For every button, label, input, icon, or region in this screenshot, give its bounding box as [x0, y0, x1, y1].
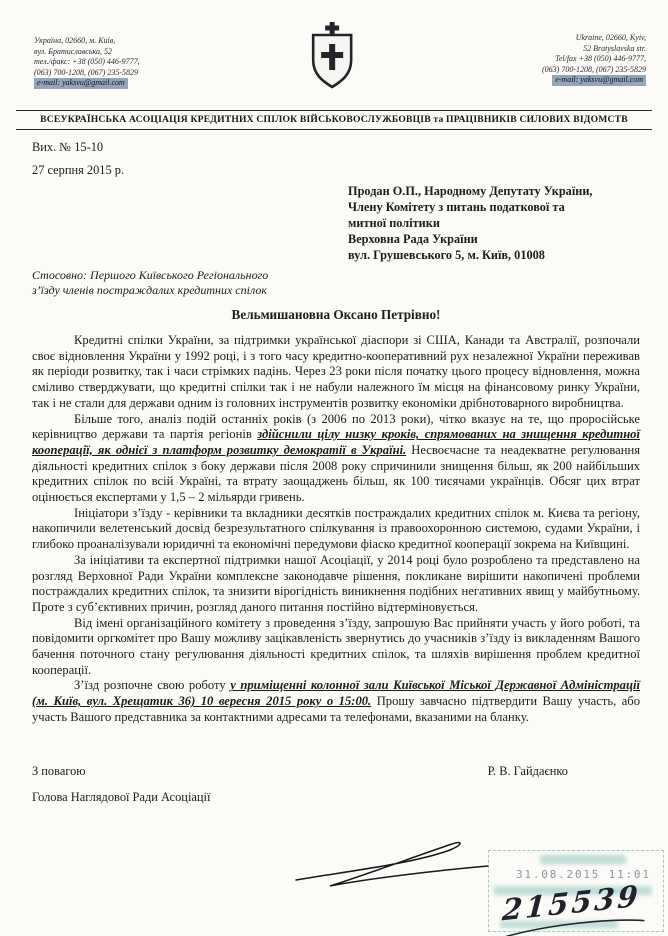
signature-name: Р. В. Гайдаєнко: [487, 763, 568, 778]
subject-line: Стосовно: Першого Київського Регіонального: [32, 268, 269, 282]
contact-line: (063) 700-1208, (067) 235-5829: [34, 67, 138, 77]
paragraph-text: Прошу завчасно підтвердити Вашу участь, або участь Вашого представника за контактними адресами та телефонами, вказаними на бланку.: [32, 694, 640, 724]
stamp-datetime: 31.08.2015 11:01: [516, 868, 651, 881]
salutation: Вельмишановна Оксано Петрівно!: [231, 307, 441, 322]
handwritten-signature-icon: [292, 836, 492, 899]
addressee-line: Члену Комітету з питань податкової та: [348, 200, 565, 214]
contact-line: Ukraine, 02660, Kyiv,: [575, 33, 646, 42]
body-paragraph: За ініціативи та експертної підтримки нашої Асоціації, у 2014 році було розроблено та представлено на розгляд Верховної Ради України комплексне законодавче рішення, покликане вирішити накопичені проблеми постраждалих кредитних спілок, та знизити вірогідність виникнення подібних негативних явищ у майбутньому. Проте з суб’єктивних причин, розгляд даного питання постійно відтерміновується.: [32, 552, 640, 614]
organization-name: ВСЕУКРАЇНСЬКА АСОЦІАЦІЯ КРЕДИТНИХ СПІЛОК ВІЙСЬКОВОСЛУЖБОВЦІВ та ПРАЦІВНИКІВ СИЛОВИХ ВІДОМСТВ: [16, 110, 652, 130]
stamp-smudge: [540, 855, 626, 864]
outgoing-ref-number: Вих. № 15-10: [32, 140, 104, 154]
contact-line: 52 Bratyslavska str.: [583, 43, 646, 53]
paragraph-text: Більше того, аналіз подій останніх років (з 2006 по 2013 роки), чітко вказує на те, що проросійське керівництво держави та партія регіонів: [32, 411, 640, 442]
signature-left: [32, 764, 210, 805]
paragraph-text: З’їзд розпочне свою роботу: [74, 678, 231, 693]
registration-stamp: [488, 850, 664, 932]
addressee-line: Продан О.П., Народному Депутату України,: [348, 184, 593, 198]
body-paragraph: [32, 678, 640, 725]
letter-date: 27 серпня 2015 р.: [32, 163, 125, 177]
body-paragraph: Від імені організаційного комітету з проведення з’їзду, запрошую Вас прийняти участь у його роботі, та повідомити оргкомітет про Вашу можливу зацікавленість звернутись до учасників з’їзду із викладенням Вашого бачення поточного стану регулювання діяльності кредитних спілок, та шляхів вирішення проблем кредитної кооперації.: [32, 615, 640, 677]
letter-content: [32, 140, 640, 805]
emphasized-text: у приміщенні колонної зали Київської Міської Державної Адміністрації (м. Київ, вул. Хрещатик 36) 10 вересня 2015 року о 15:00.: [32, 678, 640, 709]
contact-info-english: [478, 33, 646, 86]
contact-line: Tel/fax +38 (050) 446-9777,: [555, 54, 646, 64]
addressee-line: вул. Грушевського 5, м. Київ, 01008: [348, 248, 545, 262]
body-paragraph: [32, 412, 640, 506]
signature-closing: З повагою: [32, 763, 86, 778]
contact-line: вул. Братиславська, 52: [34, 46, 113, 56]
association-emblem-icon: [309, 22, 355, 95]
subject-line: з’їзду членів постраждалих кредитних спілок: [32, 283, 267, 297]
paragraph-text: Несвоєчасне та неадекватне регулювання діяльності кредитних спілок з боку держави після 2008 року спричинили знищення більш, як 200 найбільших кредитних спілок по всій Україні, та втрату заощаджень більш, як 100 тисячами українців. Обсяг цих втрат оцінюється експертами у 1,5 – 2 мільярди гривень.: [32, 442, 640, 505]
email-address: [478, 75, 646, 86]
contact-info-ukrainian: [34, 36, 202, 89]
signature-block: [32, 764, 640, 805]
body-paragraph: Ініціатори з’їзду - керівники та вкладники десятків постраждалих кредитних спілок м. Києва та регіону, накопичили велетенський досвід безрезультатного спілкування із правоохоронною системою, судами України, і глибоко проаналізували юридичні та економічні передумови фіаско кредитної кооперації зокрема на Київщині.: [32, 505, 640, 552]
contact-line: тел./факс: +38 (050) 446-9777,: [34, 57, 140, 67]
email-highlight: e-mail: yaksvu@gmail.com: [34, 78, 128, 89]
contact-line: (063) 700-1208, (067) 235-5829: [542, 64, 646, 74]
emphasized-text: здійснили цілу низку кроків, спрямованих на знищення кредитної кооперації, як однієї з платформ розвитку демократії в Україні.: [32, 427, 640, 457]
addressee-line: Верховна Рада України: [348, 232, 478, 246]
body-paragraph: Кредитні спілки України, за підтримки української діаспори зі США, Канади та Австралії, розпочали своє відновлення України у 1992 році, і з того часу кредитно-кооперативний рух незалежної України переживав як періоди розвитку, так і часи стрімких падінь. Через 23 роки після початку цього процесу відновлення, можна сміливо стверджувати, що кредитні спілки так і не набули належного їм місця на фінансовому ринку України, так і не стали для держави одним із головних інструментів розвитку економіки дрібнотоварного виробництва.: [32, 333, 640, 410]
signature-title: Голова Наглядової Ради Асоціації: [32, 789, 211, 804]
addressee-line: митної політики: [348, 216, 440, 230]
contact-line: Україна, 02660, м. Київ,: [34, 36, 116, 45]
handwritten-registration-number: 215539: [501, 878, 642, 928]
email-address: [34, 78, 202, 89]
addressee-block: [348, 183, 640, 263]
subject-block: [32, 268, 640, 298]
email-highlight: e-mail: yaksvu@gmail.com: [552, 75, 646, 86]
